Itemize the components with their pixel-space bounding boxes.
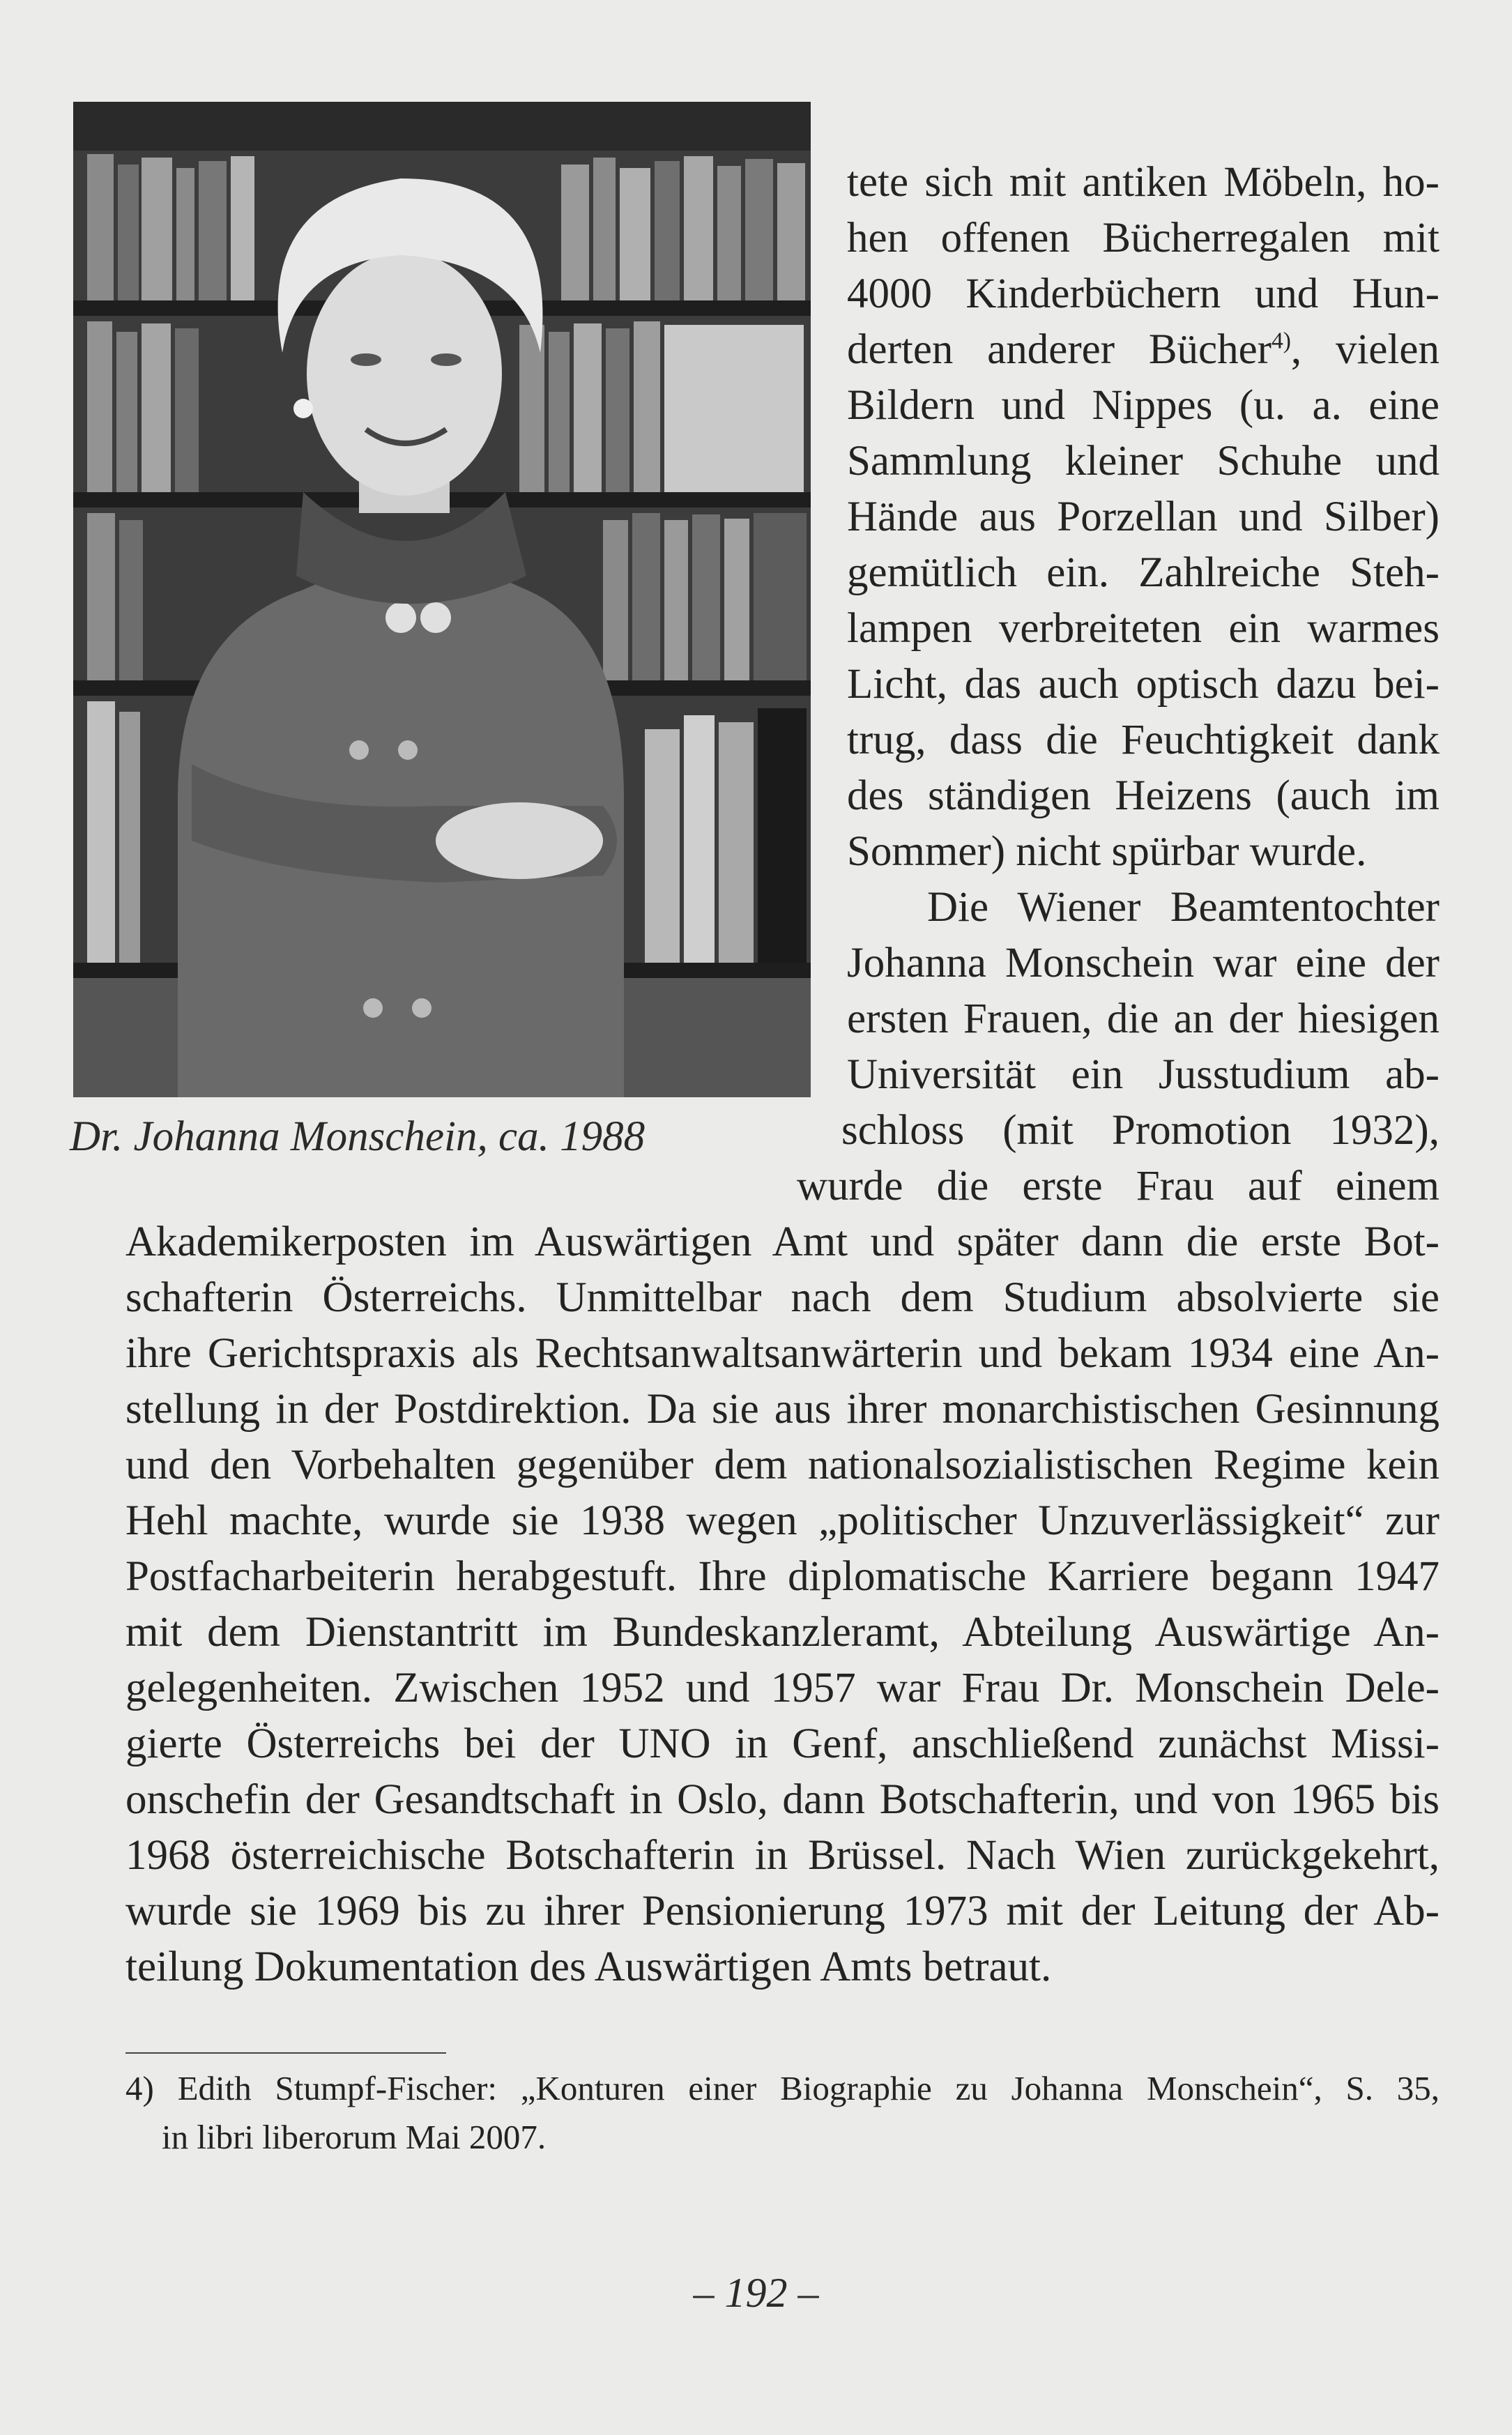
text-line: lampen verbreiteten ein warmes [847, 605, 1440, 652]
footnote-line: 4) Edith Stumpf-Fischer: „Konturen einer Biographie zu Johanna Monschein“, S. 35, [125, 2069, 1440, 2107]
text-line: Hehl machte, wurde sie 1938 wegen „politischer Unzuverlässigkeit“ zur [125, 1497, 1440, 1544]
text-line: onschefin der Gesandtschaft in Oslo, dann Botschafterin, und von 1965 bis [125, 1776, 1440, 1823]
text-line: Hände aus Porzellan und Silber) [847, 494, 1440, 540]
text-line: schloss (mit Promotion 1932), [841, 1107, 1440, 1154]
text-line: Universität ein Jusstudium ab- [847, 1051, 1440, 1098]
portrait-photo-image [73, 102, 811, 1097]
text-line: 4000 Kinderbüchern und Hun- [847, 270, 1440, 317]
text-line: wurde sie 1969 bis zu ihrer Pensionierung 1973 mit der Leitung der Ab- [125, 1888, 1440, 1934]
footnote-ref[interactable]: 4) [1271, 328, 1291, 354]
text-line: Licht, das auch optisch dazu bei- [847, 661, 1440, 708]
text-fragment: , vielen [1290, 326, 1440, 373]
text-line: teilung Dokumentation des Auswärtigen Amts betraut. [125, 1944, 1052, 1990]
text-line: des ständigen Heizens (auch im [847, 772, 1440, 819]
text-line: ersten Frauen, die an der hiesigen [847, 995, 1440, 1042]
text-line: wurde die erste Frau auf einem [797, 1163, 1440, 1209]
text-line: und den Vorbehalten gegenüber dem nationalsozialistischen Regime kein [125, 1442, 1440, 1488]
text-line: stellung in der Postdirektion. Da sie aus ihrer monarchistischen Gesinnung [125, 1386, 1440, 1433]
text-line: gemütlich ein. Zahlreiche Steh- [847, 549, 1440, 596]
text-line: schafterin Österreichs. Unmittelbar nach dem Studium absolvierte sie [125, 1274, 1440, 1321]
text-line: gierte Österreichs bei der UNO in Genf, anschließend zunächst Missi- [125, 1720, 1440, 1767]
text-line: Sammlung kleiner Schuhe und [847, 438, 1440, 484]
text-line: ihre Gerichtspraxis als Rechtsanwaltsanwärterin und bekam 1934 eine An- [125, 1330, 1440, 1377]
footnote-line: in libri liberorum Mai 2007. [162, 2118, 547, 2156]
text-line: Akademikerposten im Auswärtigen Amt und später dann die erste Bot- [125, 1219, 1440, 1265]
text-line: 1968 österreichische Botschafterin in Brüssel. Nach Wien zurückgekehrt, [125, 1832, 1440, 1879]
text-line: Johanna Monschein war eine der [847, 940, 1440, 986]
text-line: Sommer) nicht spürbar wurde. [847, 828, 1367, 875]
page-number: – 192 – [693, 2270, 819, 2316]
text-line: Die Wiener Beamtentochter [927, 884, 1440, 931]
text-fragment: derten anderer Bücher [847, 326, 1272, 373]
text-line: tete sich mit antiken Möbeln, ho- [847, 159, 1440, 206]
footnote-rule [125, 2052, 446, 2054]
text-line: Bildern und Nippes (u. a. eine [847, 382, 1440, 429]
text-line: trug, dass die Feuchtigkeit dank [847, 717, 1440, 763]
text-line: hen offenen Bücherregalen mit [847, 215, 1440, 261]
photo-caption: Dr. Johanna Monschein, ca. 1988 [70, 1113, 646, 1160]
text-line: Postfacharbeiterin herabgestuft. Ihre diplomatische Karriere begann 1947 [125, 1553, 1440, 1600]
portrait-photo [73, 102, 811, 1097]
text-line: gelegenheiten. Zwischen 1952 und 1957 war Frau Dr. Monschein Dele- [125, 1665, 1440, 1711]
text-line-with-footnote-ref [847, 322, 1440, 378]
text-line: mit dem Dienstantritt im Bundeskanzleramt, Abteilung Auswärtige An- [125, 1609, 1440, 1656]
